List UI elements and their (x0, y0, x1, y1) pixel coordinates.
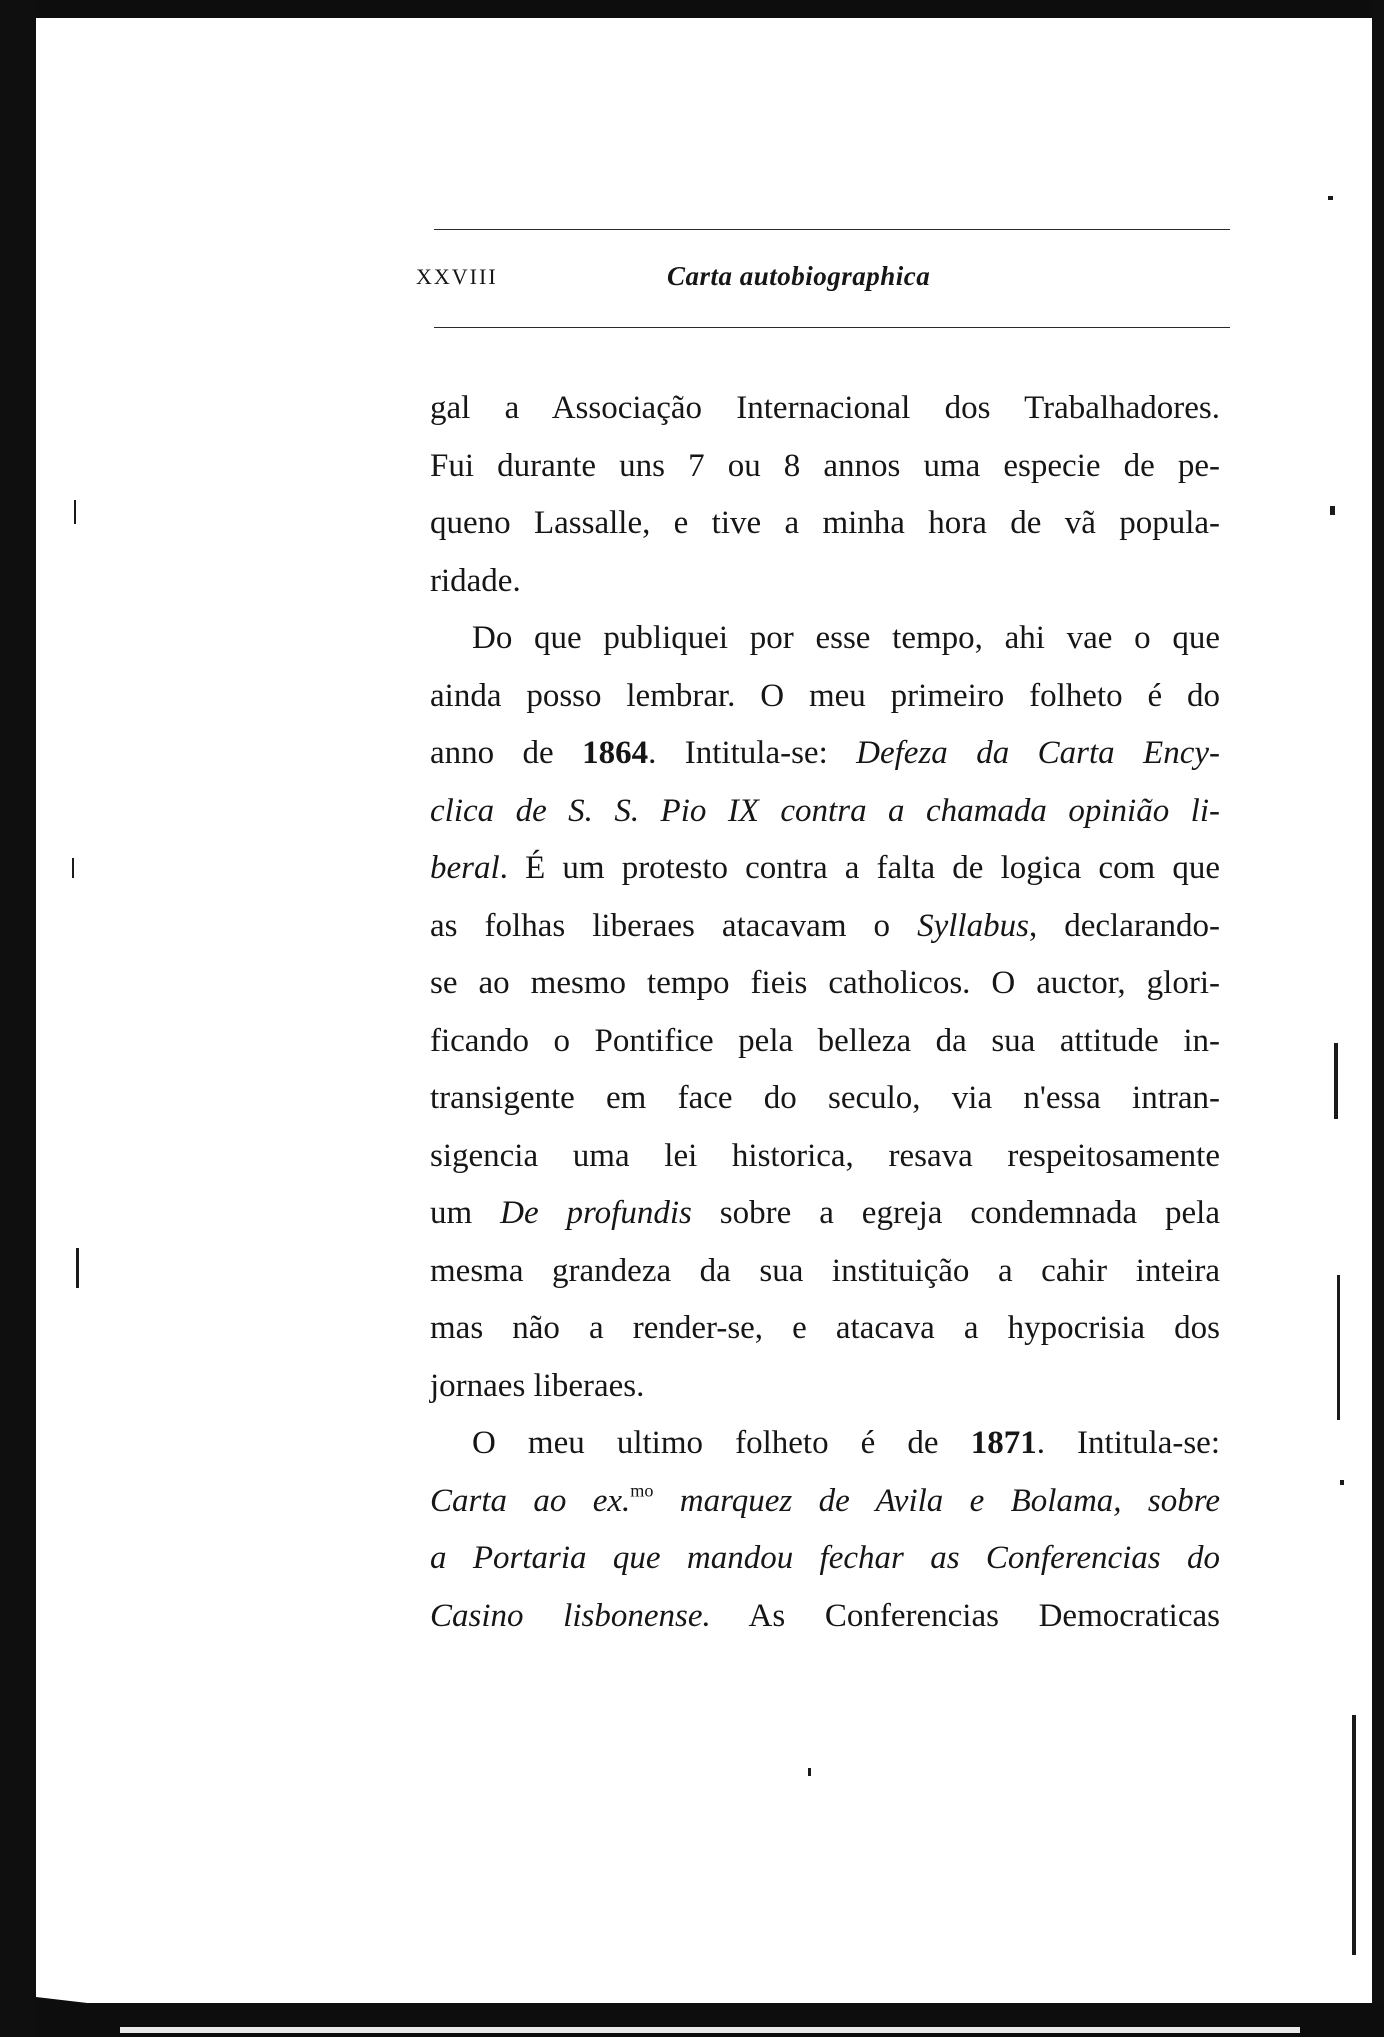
page-number: XXVIII (416, 264, 498, 289)
text-run: marquez de Avila e Bolama, sobre (653, 1482, 1220, 1519)
text-line (430, 1185, 1220, 1243)
text-run: Defeza da Carta Ency- (856, 735, 1220, 771)
text-line (430, 783, 1220, 841)
text-run: gal a Associação Internacional dos Trabalhadores. (430, 390, 1220, 426)
text-line (430, 610, 1220, 668)
scan-mark (1340, 1480, 1344, 1485)
text-line (430, 1128, 1220, 1186)
scan-mark (1352, 1715, 1356, 1955)
scan-mark (76, 1248, 79, 1288)
text-run: As Conferencias Democraticas (710, 1597, 1220, 1634)
text-run: mesma grandeza da sua instituição a cahir inteira (430, 1252, 1220, 1289)
text-run: mas não a render-se, e atacava a hypocrisia dos (430, 1310, 1220, 1346)
text-line (430, 1013, 1220, 1071)
text-line (430, 1415, 1220, 1473)
text-run: a Portaria que mandou fechar as Conferencias do (430, 1540, 1220, 1576)
text-run: , declarando- (1028, 907, 1220, 944)
text-run: ficando o Pontifice pela belleza da sua attitude in- (430, 1022, 1220, 1059)
scan-border-right (1372, 0, 1384, 2037)
scan-mark (1330, 506, 1335, 515)
text-run: Casino lisbonense. (430, 1597, 711, 1634)
text-run: Carta ao ex. (430, 1482, 631, 1519)
text-run: Syllabus (917, 907, 1029, 944)
scan-mark (1328, 196, 1333, 200)
text-line (430, 1358, 1220, 1416)
text-run: anno de (430, 735, 583, 771)
text-run: transigente em face do seculo, via n'essa intran- (430, 1080, 1220, 1116)
text-run: sigencia uma lei historica, resava respeitosamente (430, 1137, 1220, 1174)
text-run: Do que publiquei por esse tempo, ahi vae o que (472, 620, 1220, 656)
scan-border-left (0, 0, 36, 2037)
text-run: beral (430, 850, 500, 886)
text-run: . É um protesto contra a falta de logica com que (499, 850, 1220, 886)
scan-mark (74, 500, 76, 524)
text-run: sobre a egreja condemnada pela (691, 1195, 1220, 1231)
text-line (430, 955, 1220, 1013)
superscript: mo (630, 1479, 654, 1500)
text-run: 1864 (582, 735, 649, 771)
scan-mark (808, 1768, 811, 1776)
text-run: ainda posso lembrar. O meu primeiro folheto é do (430, 677, 1220, 714)
text-line (430, 898, 1220, 956)
text-line (430, 1070, 1220, 1128)
text-run: . Intitula-se: (1036, 1425, 1220, 1461)
text-line (430, 840, 1220, 898)
text-run: ridade. (430, 562, 521, 599)
text-line (430, 1243, 1220, 1301)
text-line (430, 725, 1220, 783)
running-title: Carta autobiographica (667, 261, 931, 291)
text-run: 1871 (970, 1425, 1037, 1461)
text-run: Fui durante uns 7 ou 8 annos uma especie de pe- (430, 447, 1220, 484)
text-line (430, 1300, 1220, 1358)
text-line (430, 668, 1220, 726)
text-run: jornaes liberaes. (430, 1367, 645, 1404)
text-line (430, 1473, 1220, 1531)
scan-mark (1337, 1275, 1340, 1420)
text-run: queno Lassalle, e tive a minha hora de vã popula- (430, 505, 1220, 541)
text-line (430, 495, 1220, 553)
text-run: . Intitula-se: (648, 735, 857, 771)
text-line (430, 438, 1220, 496)
scan-border-wedge (36, 1997, 156, 2011)
scan-border-top (0, 0, 1384, 18)
body-text (430, 380, 1220, 1645)
text-line (430, 1530, 1220, 1588)
header-rule-bottom (434, 327, 1230, 328)
text-line (430, 553, 1220, 611)
text-run: O meu ultimo folheto é de (472, 1425, 971, 1461)
text-run: um (430, 1195, 501, 1231)
text-line (430, 380, 1220, 438)
scan-border-highlight (120, 2027, 1300, 2033)
scan-mark (72, 858, 74, 878)
scan-mark (1334, 1043, 1338, 1119)
text-run: se ao mesmo tempo fieis catholicos. O auctor, glori- (430, 965, 1220, 1001)
text-line (430, 1588, 1220, 1646)
text-run: clica de S. S. Pio IX contra a chamada opinião li- (430, 792, 1220, 829)
text-run: as folhas liberaes atacavam o (430, 907, 918, 944)
text-run: De profundis (500, 1195, 692, 1231)
header-rule-top (434, 229, 1230, 230)
